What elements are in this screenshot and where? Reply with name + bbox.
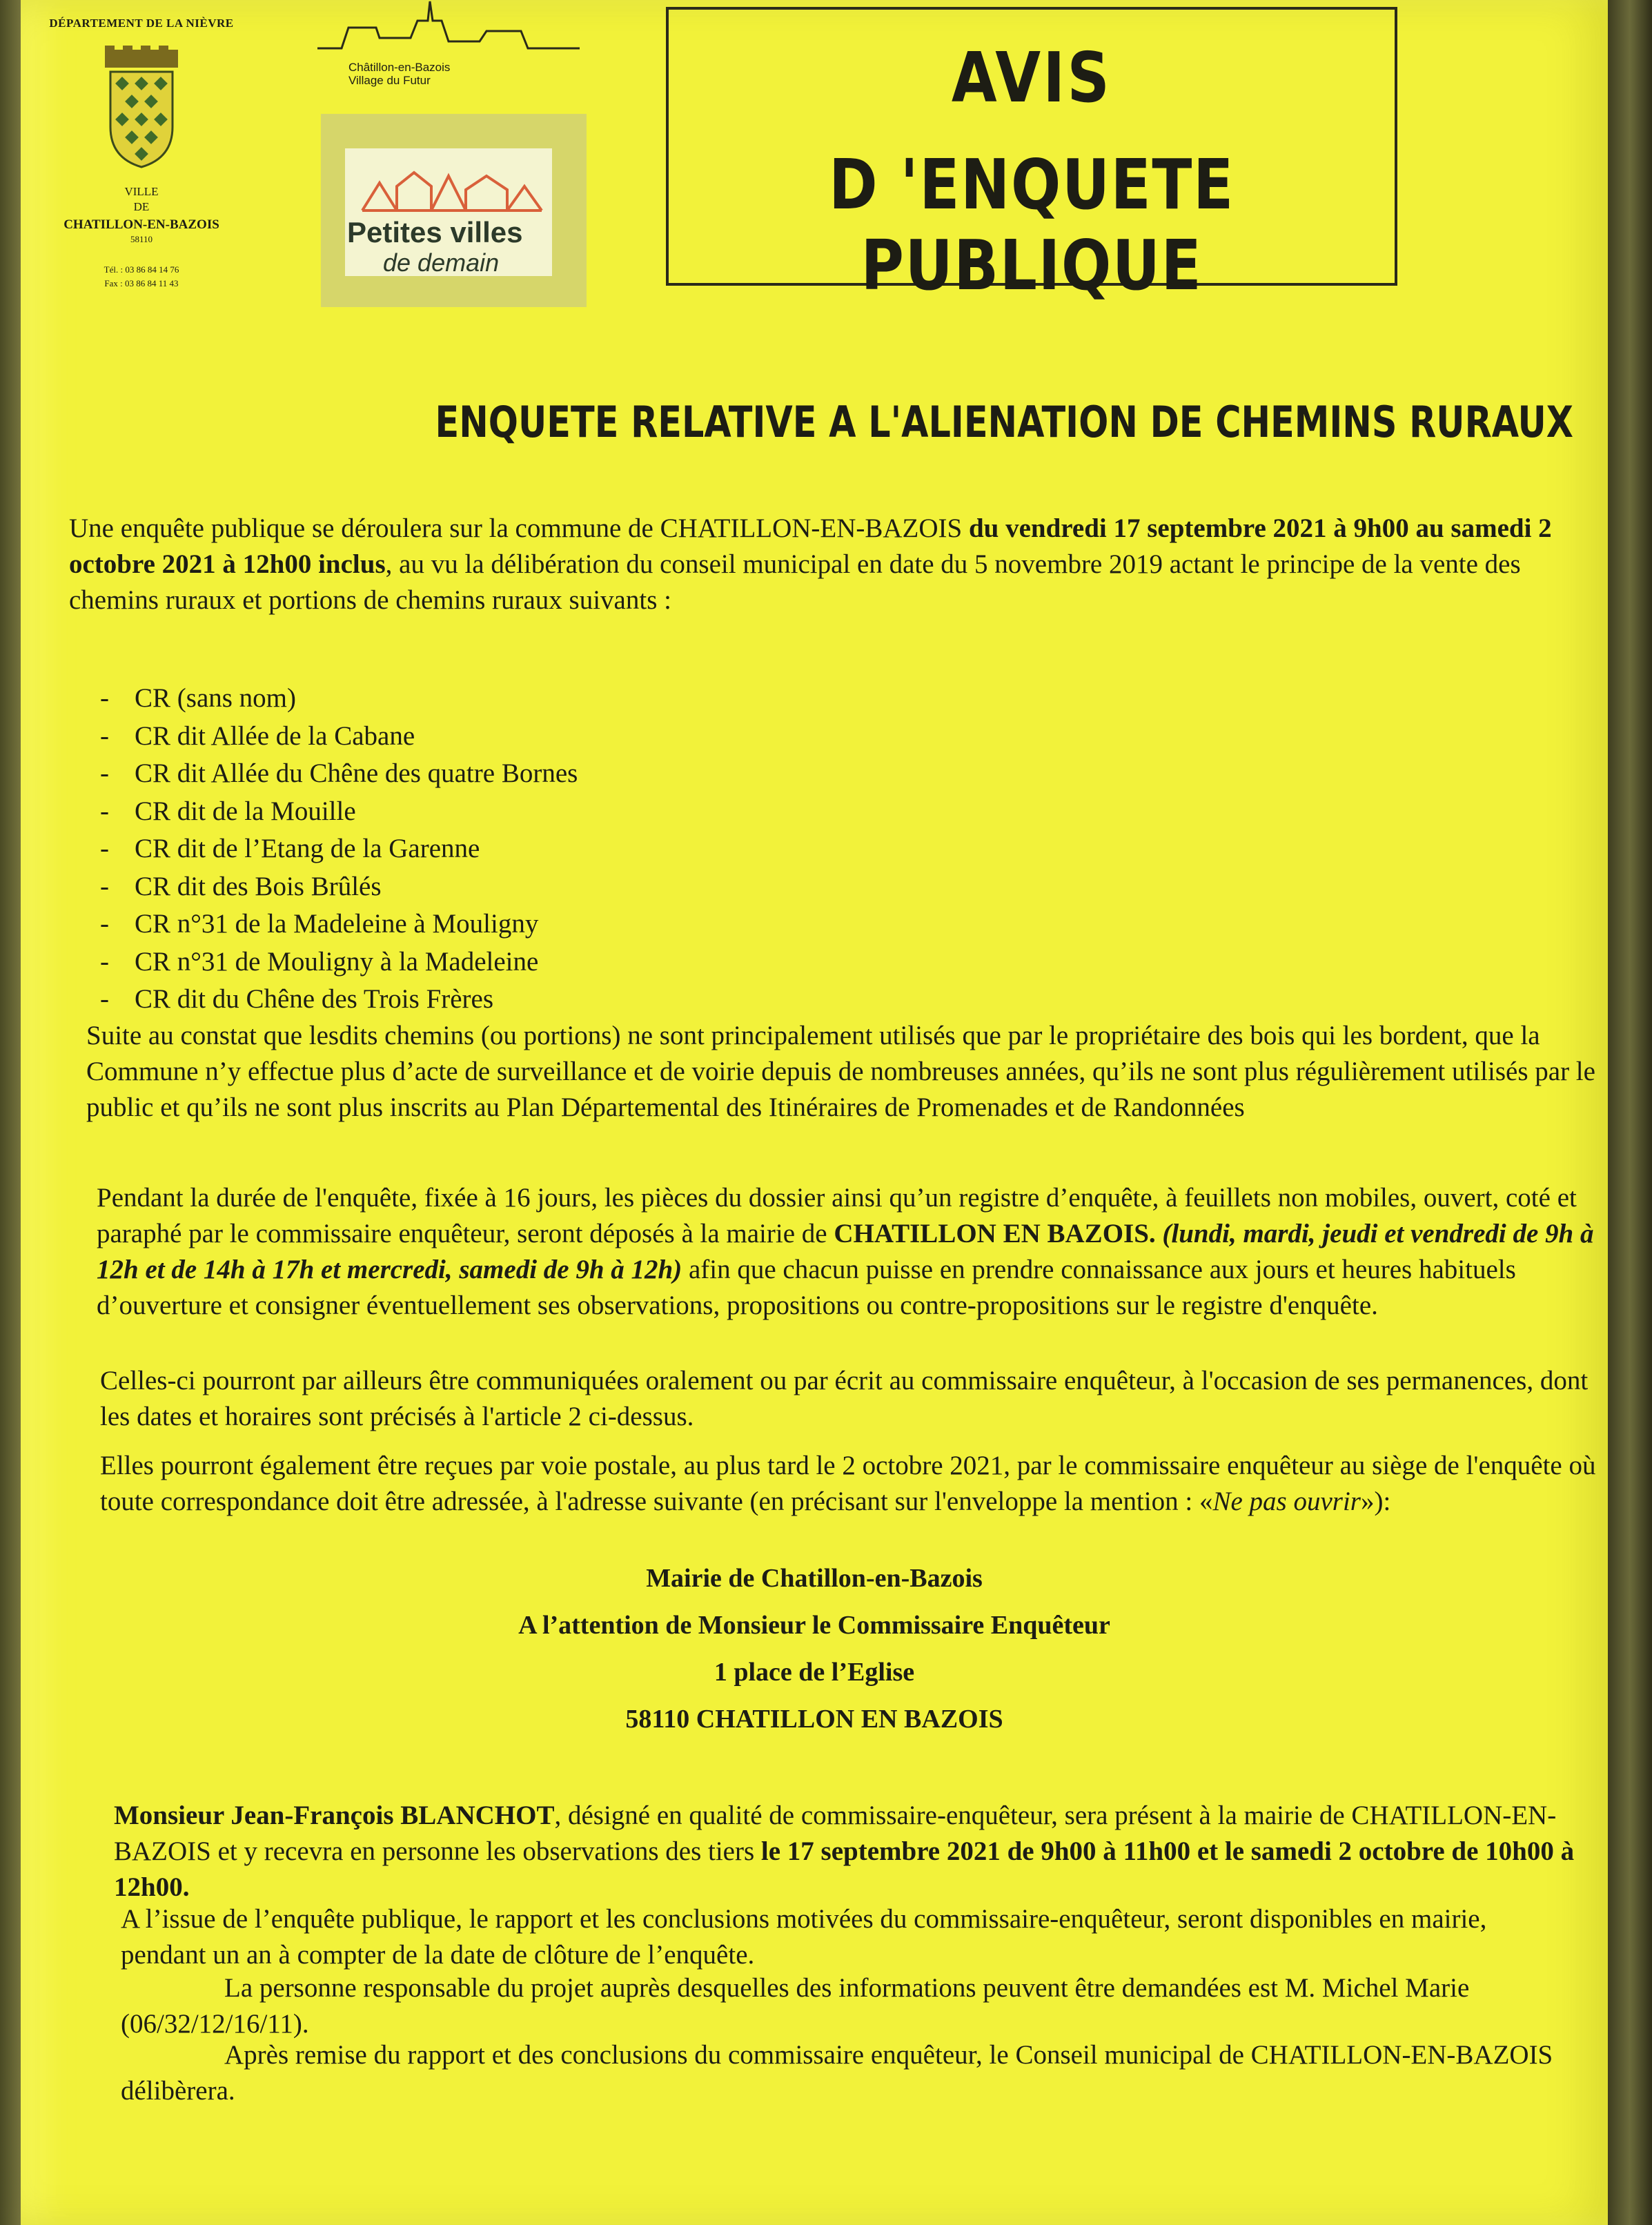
chemin-label: CR dit de l’Etang de la Garenne <box>135 834 480 863</box>
village-skyline-icon <box>314 0 583 69</box>
department-label: DÉPARTEMENT DE LA NIÈVRE <box>49 17 234 30</box>
address-line-2: A l’attention de Monsieur le Commissaire Enquêteur <box>518 1611 1110 1640</box>
list-item: - CR n°31 de la Madeleine à Mouligny <box>100 909 539 939</box>
pendant-hours: (lundi, mardi, jeudi et vendredi de 9h à 12h et de 14h à 17h et mercredi, samedi de 9h à 12h) <box>97 1219 1594 1284</box>
ville-word: VILLE <box>124 185 159 198</box>
pendant-mairie: CHATILLON EN BAZOIS. <box>834 1219 1156 1248</box>
commissaire-paragraph <box>114 1798 1584 1905</box>
background-right <box>1608 0 1652 2225</box>
fax-number: Fax : 03 86 84 11 43 <box>104 278 179 288</box>
postcode: 58110 <box>130 234 153 244</box>
intro-text-1: Une enquête publique se déroulera sur la commune de CHATILLON-EN-BAZOIS <box>69 513 969 543</box>
tel-number: Tél. : 03 86 84 14 76 <box>104 264 179 275</box>
elles-paragraph <box>100 1448 1604 1520</box>
contact-numbers <box>48 263 235 291</box>
pendant-text-2: afin que chacun puisse en prendre connaissance aux jours et heures habituels d’ouverture et consigner éventuellement ses observations, propositions ou contre-propositions sur le registre d'enquête. <box>97 1255 1516 1320</box>
town-drawing-icon <box>359 155 545 217</box>
apres-paragraph <box>121 2037 1570 2109</box>
list-item: - CR n°31 de Mouligny à la Madeleine <box>100 946 539 977</box>
village-text <box>348 61 450 87</box>
commissaire-name: Monsieur Jean-François BLANCHOT <box>114 1801 555 1830</box>
address-line-1: Mairie de Chatillon-en-Bazois <box>646 1564 983 1593</box>
list-item: - CR dit Allée de la Cabane <box>100 721 415 751</box>
ville-label <box>48 184 235 215</box>
ville-name: CHATILLON-EN-BAZOIS <box>63 217 219 232</box>
village-futur-logo <box>314 0 590 87</box>
chemin-label: CR dit des Bois Brûlés <box>135 871 382 901</box>
list-item: - CR dit de la Mouille <box>100 796 356 826</box>
crest-icon <box>90 44 193 168</box>
intro-dates: du vendredi 17 septembre 2021 à 9h00 au samedi 2 octobre 2021 à 12h00 inclus <box>69 513 1552 579</box>
intro-text-2: , au vu la délibération du conseil municipal en date du 5 novembre 2019 actant le principe de la vente des chemins ruraux et portions de chemins ruraux suivants : <box>69 549 1521 615</box>
chemin-label: CR n°31 de Mouligny à la Madeleine <box>135 946 539 977</box>
list-item: - CR (sans nom) <box>100 683 296 713</box>
avis-box <box>666 7 1397 306</box>
enquete-publique-heading: D 'ENQUETE PUBLIQUE <box>829 144 1235 306</box>
issue-paragraph: A l’issue de l’enquête publique, le rapport et les conclusions motivées du commissaire-enquêteur, seront disponibles en mairie, pendant un an à compter de la date de clôture de l’enquête. <box>121 1904 1487 1970</box>
chemin-label: CR dit Allée du Chêne des quatre Bornes <box>135 758 578 788</box>
list-item: - CR dit de l’Etang de la Garenne <box>100 834 480 863</box>
petites-villes-logo <box>321 114 587 307</box>
apres-text: Après remise du rapport et des conclusions du commissaire enquêteur, le Conseil municipal de CHATILLON-EN-BAZOIS délibèrera. <box>121 2040 1553 2106</box>
personne-paragraph <box>121 1970 1570 2042</box>
pvd-title: Petites villes <box>347 216 523 248</box>
pendant-paragraph <box>97 1180 1615 1324</box>
poster <box>21 0 1608 2225</box>
list-item: - CR dit Allée du Chêne des quatre Bornes <box>100 758 578 788</box>
ne-pas-ouvrir: Ne pas ouvrir <box>1212 1487 1361 1516</box>
elles-text-1: Elles pourront également être reçues par voie postale, au plus tard le 2 octobre 2021, par le commissaire enquêteur au siège de l'enquête où toute correspondance doit être adressée, à l'adresse suivante (en précisant sur l'enveloppe la mention : « <box>100 1451 1596 1516</box>
pendant-text-1: Pendant la durée de l'enquête, fixée à 16 jours, les pièces du dossier ainsi qu’un registre d’enquête, à feuillets non mobiles, ouvert, coté et paraphé par le commissaire enquêteur, seront déposés à la mairie de <box>97 1183 1577 1248</box>
village-line-2: Village du Futur <box>348 74 431 87</box>
municipality-block <box>48 17 235 291</box>
background-left <box>0 0 23 2225</box>
address-line-3: 1 place de l’Eglise <box>714 1658 915 1687</box>
list-item: - CR dit des Bois Brûlés <box>100 871 382 901</box>
elles-text-2: »): <box>1360 1487 1391 1516</box>
chemin-label: CR dit du Chêne des Trois Frères <box>135 984 494 1014</box>
commissaire-text: , désigné en qualité de commissaire-enquêteur, sera présent à la mairie de CHATILLON-EN-BAZOIS et y recevra en personne les observations des tiers <box>114 1801 1557 1866</box>
chemins-list <box>100 680 578 1019</box>
village-line-1: Châtillon-en-Bazois <box>348 61 451 74</box>
de-word: DE <box>133 200 150 213</box>
commissaire-dates: le 17 septembre 2021 de 9h00 à 11h00 et le samedi 2 octobre de 10h00 à 12h00. <box>114 1836 1575 1902</box>
pvd-subtitle: de demain <box>383 248 500 277</box>
chemin-label: CR dit de la Mouille <box>135 796 356 826</box>
celles-paragraph: Celles-ci pourront par ailleurs être communiquées oralement ou par écrit au commissaire enquêteur, à l'occasion de ses permanences, dont les dates et horaires sont précisés à l'article 2 ci-dessus. <box>100 1366 1589 1431</box>
suite-paragraph: Suite au constat que lesdits chemins (ou portions) ne sont principalement utilisés que par le propriétaire des bois qui les bordent, que la Commune n’y effectue plus d’acte de surveillance et de voirie depuis de nombreuses années, qu’ils ne sont plus régulièrement utilisés par le public et qu’ils ne sont plus inscrits au Plan Départemental des Itinéraires de Promenades et de Randonnées <box>86 1021 1595 1122</box>
chemin-label: CR dit Allée de la Cabane <box>135 721 415 751</box>
chemin-label: CR n°31 de la Madeleine à Mouligny <box>135 909 539 939</box>
chemin-label: CR (sans nom) <box>135 683 296 713</box>
avis-heading: AVIS <box>951 37 1112 118</box>
list-item: - CR dit du Chêne des Trois Frères <box>100 984 494 1014</box>
page-title: ENQUETE RELATIVE A L'ALIENATION DE CHEMINS RURAUX <box>435 397 1574 447</box>
personne-text: La personne responsable du projet auprès desquelles des informations peuvent être demandées est M. Michel Marie (06/32/12/16/11). <box>121 1973 1470 2039</box>
intro-paragraph <box>69 511 1594 618</box>
address-line-4: 58110 CHATILLON EN BAZOIS <box>625 1705 1003 1734</box>
